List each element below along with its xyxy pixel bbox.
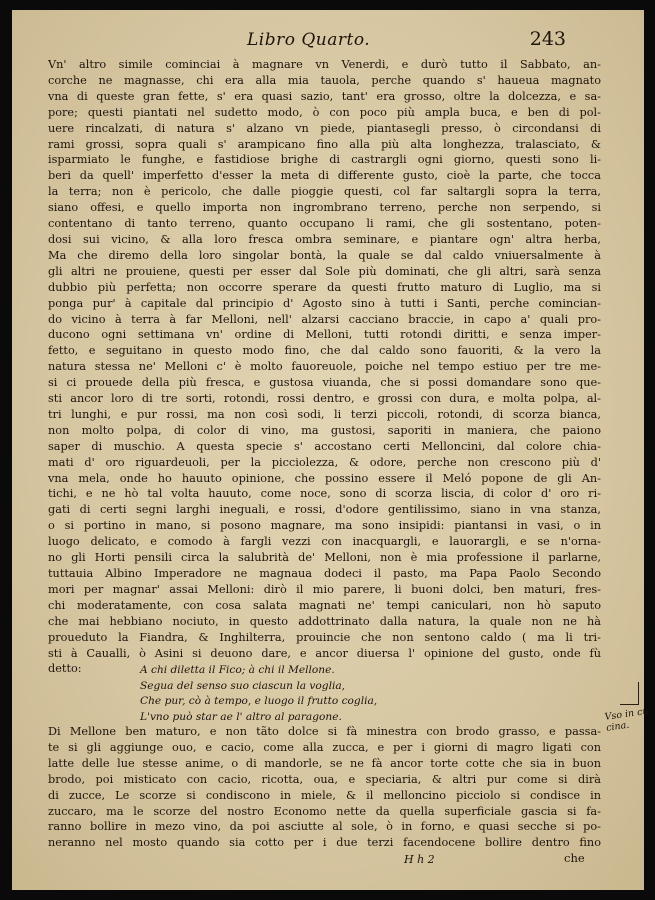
body-line: gati di certi segni larghi ineguali, e rossi, d'odore gentilissimo, siano in vna stanza,	[48, 503, 601, 517]
para2-line: Di Mellone ben maturo, e non tãto dolce si fà minestra con brodo grasso, e passa-	[48, 725, 601, 738]
body-line: dosi sui vicino, & alla loro fresca ombra seminare, e piantare ogn' altra herba,	[48, 232, 601, 246]
body-line: detto:	[48, 662, 82, 676]
body-line: natura stessa ne' Melloni c' è molto fauoreuole, poiche nel tempo estiuo per tre me-	[48, 360, 601, 374]
body-line: dubbio più perfetta; non occorre sperare da questi frutto maturo di Luglio, ma si	[48, 280, 601, 294]
para2-line: latte delle lue stesse anime, o di mandorle, se ne fà ancor torte cotte che sia in buon	[48, 756, 601, 770]
body-line: uere rincalzati, di natura s' alzano vn piede, piantasegli presso, ò circondansi di	[48, 121, 601, 135]
page-number: 243	[529, 28, 566, 50]
para2-line: di zucce, Le scorze si condiscono in miele, & il melloncino picciolo si condisce in	[48, 788, 601, 802]
body-line: si ci prouede della più fresca, e gustosa viuanda, che si possi domandare sono que-	[48, 376, 601, 390]
body-line: contentano di tanto terreno, quanto occupano li rami, che gli sostentano, poten-	[48, 217, 601, 231]
body-line: siano offesi, e quello importa non ingrombrano terreno, perche non serpendo, si	[48, 201, 601, 215]
body-line: tuttauia Albino Imperadore ne magnaua dodeci il pasto, ma Papa Paolo Secondo	[48, 567, 601, 580]
body-line: che mai hebbiano nociuto, in questo addottrinato dalla natura, la quale non ne hà	[48, 614, 601, 628]
body-line: proueduto la Fiandra, & Inghilterra, prouincie che non sentono caldo ( ma li tri-	[48, 630, 601, 644]
para2-line: brodo, poi misticato con cacio, ricotta, oua, e speciaria, & altri pur come si dirà	[48, 772, 601, 786]
verse-quotation	[140, 663, 520, 725]
verse-line: Segua del senso suo ciascun la voglia,	[140, 679, 346, 692]
para2-line: neranno nel mosto quando sia cotto per i due terzi facendocene bollire dentro fino	[48, 836, 601, 850]
page-header	[12, 26, 644, 56]
para2-line: te si gli aggiunge ouo, e cacio, come alla zucca, e per i giorni di magro ligati con	[48, 740, 601, 754]
body-line: beri da quell' imperfetto d'esser la meta di differente gusto, cioè la parte, che tocca	[48, 169, 601, 183]
body-line: non molto polpa, di color di vino, ma gustosi, saporiti in maniera, che paiono	[48, 423, 601, 437]
body-line: no gli Horti pensili circa la salubrità de' Melloni, non è mia professione il parlarne,	[48, 551, 601, 565]
body-line: sti ancor loro di tre sorti, rotondi, rossi dentro, e grossi con dura, e molta polpa, al-	[48, 392, 601, 406]
para2-line: zuccaro, ma le scorze del nostro Economo nette da quella superficiale gascia si fa-	[48, 804, 601, 818]
margin-bracket-mark	[620, 682, 639, 705]
body-line: mori per magnar' assai Melloni: dirò il mio parere, li buoni dolci, ben maturi, fres-	[48, 582, 601, 596]
body-line: ponga pur' à capitale dal principio d' Agosto sino à tutti i Santi, perche comincian-	[48, 296, 601, 310]
body-line: mati d' oro riguardeuoli, per la picciolezza, & odore, perche non crescono più d'	[48, 455, 601, 469]
body-line: o si portino in mano, si posono magnare, ma sono insipidi: piantansi in vasi, o in	[48, 519, 601, 533]
body-line: corche ne magnasse, chi era alla mia tauola, perche quando s' haueua magnato	[48, 73, 601, 87]
body-line: chi moderatamente, con cosa salata magnati ne' tempi caniculari, non hò saputo	[48, 598, 601, 612]
verse-line: Che pur, cò à tempo, e luogo il frutto coglia,	[140, 695, 378, 707]
body-line: fetto, e seguitano in questo modo fino, che dal caldo sono fauoriti, & la vero la	[48, 344, 601, 358]
body-line: vna mela, onde ho hauuto opinione, che possino essere il Meló popone de gli An-	[48, 471, 601, 485]
body-line: luogo delicato, e comodo à fargli vezzi con inacquargli, e lauorargli, e se n'orna-	[48, 535, 601, 549]
signature-mark: H h 2	[404, 853, 435, 866]
body-line: gli altri ne prouiene, questi per esser dal Sole più dominati, che gli altri, sarà senza	[48, 264, 601, 278]
verse-line: L'vno può star ae l' altro al paragone.	[140, 710, 342, 723]
body-line: saper di muschio. A questa specie s' accostano certi Melloncini, dal colore chia-	[48, 439, 601, 453]
body-line: tri lunghi, e pur rossi, ma non così sodi, li terzi piccoli, rotondi, di scorza bianca,	[48, 407, 601, 421]
body-line: pore; questi piantati nel sudetto modo, ò con poco più ampla buca, e ben di pol-	[48, 105, 601, 119]
body-line: do vicino à terra à far Melloni, nell' alzarsi cacciano braccie, in capo a' quali pro-	[48, 312, 601, 326]
body-line: ducono ogni settimana vn' ordine di Melloni, tutti rotondi diritti, e senza imper-	[48, 328, 601, 342]
body-line: sti à Caualli, ò Asini si deuono dare, e ancor diuersa l' opinione del gusto, onde fù	[48, 646, 601, 660]
main-paragraph	[48, 57, 601, 677]
body-line: tichi, e ne hò tal volta hauuto, come noce, sono di scorza liscia, di color d' oro ri-	[48, 487, 601, 501]
running-title: Libro Quarto.	[247, 30, 371, 50]
body-line: isparmiato le funghe, e fastidiose brighe di castrargli ogni giorno, questi sono li-	[48, 153, 601, 167]
book-page	[12, 10, 650, 890]
body-line: vna di queste gran fette, s' era quasi sazio, tant' era grosso, oltre la dolcezza, e sa-	[48, 89, 601, 103]
body-line: rami grossi, sopra quali s' arampicano fino alla più alta longhezza, tralasciato, &	[48, 137, 601, 151]
margin-note: Vso in cu cina.	[604, 705, 650, 734]
body-line: Ma che diremo della loro singolar bontà, la quale se dal caldo vniuersalmente à	[48, 248, 601, 262]
para2-line: ranno bollire in mezo vino, da poi asciutte al sole, ò in forno, e quasi secche si po-	[48, 820, 601, 834]
verse-line: A chi diletta il Fico; à chi il Mellone.	[140, 664, 335, 676]
second-paragraph	[48, 724, 601, 851]
body-line: Vn' altro simile cominciai à magnare vn Venerdi, e durò tutto il Sabbato, an-	[48, 58, 601, 71]
catchword: che	[564, 851, 585, 865]
body-line: la terra; non è pericolo, che dalle pioggie questi, col far saltargli sopra la terra,	[48, 185, 601, 199]
